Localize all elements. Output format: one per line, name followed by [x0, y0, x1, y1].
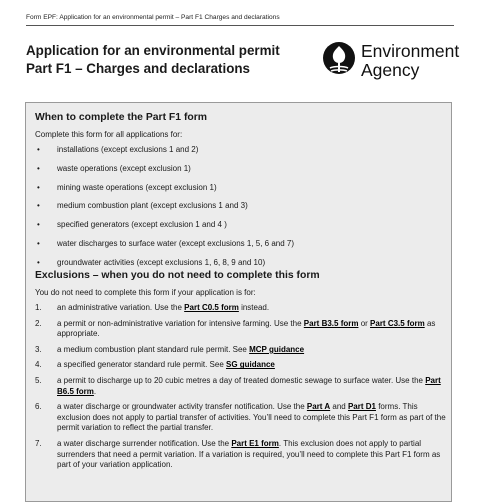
title-line-2: Part F1 – Charges and declarations	[26, 61, 250, 76]
when-list-item-text: waste operations (except exclusion 1)	[57, 163, 191, 173]
exclusion-item	[35, 345, 447, 356]
exclusion-text: a permit or non-administrative variation for intensive farming. Use the	[57, 318, 304, 328]
exclusion-item	[35, 319, 447, 340]
exclusion-text: or	[358, 318, 371, 328]
when-list-item	[35, 220, 294, 239]
exclusion-number: 4.	[35, 360, 42, 370]
exclusion-number: 1.	[35, 303, 42, 312]
exclusions-intro: You do not need to complete this form if your application is for:	[35, 288, 256, 297]
when-list-item	[35, 145, 294, 164]
bullet-icon: •	[37, 145, 40, 154]
when-list-item-text: groundwater activities (except exclusions 1, 6, 8, 9 and 10)	[57, 257, 266, 267]
exclusion-link[interactable]: SG guidance	[225, 360, 275, 370]
when-list-item-text: water discharges to surface water (except exclusions 1, 5, 6 and 7)	[57, 238, 295, 248]
when-heading: When to complete the Part F1 form	[35, 112, 208, 123]
exclusion-number: 3.	[35, 344, 42, 354]
bullet-icon: •	[37, 182, 40, 192]
exclusion-item	[35, 376, 447, 397]
environment-agency-logo-icon	[321, 40, 357, 80]
exclusion-number: 7.	[35, 438, 42, 448]
when-list-item-text: mining waste operations (except exclusion 1)	[57, 182, 217, 192]
exclusion-item	[35, 439, 447, 471]
exclusion-link[interactable]: MCP guidance	[249, 344, 305, 354]
when-list-item	[35, 183, 294, 202]
document-title	[26, 42, 280, 78]
exclusion-item	[35, 360, 447, 371]
bullet-icon: •	[37, 257, 40, 267]
exclusion-text: a specified generator standard rule permit. See	[57, 360, 226, 370]
exclusion-text: .	[93, 386, 97, 396]
when-list-item	[35, 239, 294, 258]
exclusion-text: forms. This exclusion does not apply to partial transfer of activities. You’ll need to complete this Part F1 form as part of the permit variation to reflect the partial transfer.	[57, 402, 446, 433]
exclusion-text: and	[330, 402, 348, 412]
exclusion-number: 5.	[35, 375, 42, 385]
bullet-icon: •	[37, 163, 40, 173]
exclusion-link[interactable]: Part B3.5 form	[303, 318, 359, 328]
info-panel	[25, 102, 452, 502]
when-list-item-text: installations (except exclusions 1 and 2)	[57, 145, 199, 154]
logo-text-line-1: Environment	[361, 41, 460, 61]
bullet-icon: •	[37, 238, 40, 248]
exclusion-link[interactable]: Part E1 form	[231, 438, 279, 448]
environment-agency-logo	[321, 40, 460, 86]
exclusion-link[interactable]: Part D1	[347, 402, 376, 412]
when-list-item	[35, 164, 294, 183]
header-divider	[26, 25, 454, 26]
exclusion-text: a water discharge or groundwater activity transfer notification. Use the	[57, 402, 307, 412]
logo-wordmark	[361, 42, 459, 80]
when-list-item	[35, 201, 294, 220]
when-list	[35, 145, 294, 277]
exclusion-item	[35, 402, 447, 434]
exclusion-link[interactable]: Part C3.5 form	[370, 318, 425, 328]
exclusion-item	[35, 303, 447, 314]
exclusion-number: 2.	[35, 318, 42, 328]
exclusions-list	[35, 303, 447, 476]
exclusion-link[interactable]: Part A	[306, 402, 331, 412]
running-head: Form EPF: Application for an environmental permit – Part F1 Charges and declarations	[26, 14, 280, 21]
exclusion-text: a medium combustion plant standard rule permit. See	[57, 344, 250, 354]
when-list-item-text: medium combustion plant (except exclusions 1 and 3)	[57, 201, 248, 211]
when-list-item-text: specified generators (except exclusion 1 and 4 )	[57, 220, 227, 230]
exclusion-text: a water discharge surrender notification. Use the	[57, 438, 232, 448]
bullet-icon: •	[37, 201, 40, 211]
exclusion-link[interactable]: Part C0.5 form	[184, 303, 239, 312]
exclusion-text: an administrative variation. Use the	[57, 303, 185, 312]
exclusion-link[interactable]: Part B6.5 form	[57, 375, 441, 396]
exclusion-text: . This exclusion does not apply to partial surrenders that need a permit variation. If a variation is required, you’ll need to complete this Part F1 form as part of your variation application.	[57, 438, 441, 470]
when-intro: Complete this form for all applications for:	[35, 130, 183, 139]
exclusion-text: a permit to discharge up to 20 cubic metres a day of treated domestic sewage to surface water. Use the	[57, 375, 426, 385]
exclusion-text: as appropriate.	[57, 318, 436, 339]
logo-text-line-2: Agency	[361, 60, 420, 80]
exclusions-heading: Exclusions – when you do not need to complete this form	[35, 270, 320, 281]
bullet-icon: •	[37, 220, 40, 230]
exclusion-text: instead.	[238, 303, 270, 312]
exclusion-number: 6.	[35, 402, 42, 412]
title-line-1: Application for an environmental permit	[26, 43, 280, 58]
